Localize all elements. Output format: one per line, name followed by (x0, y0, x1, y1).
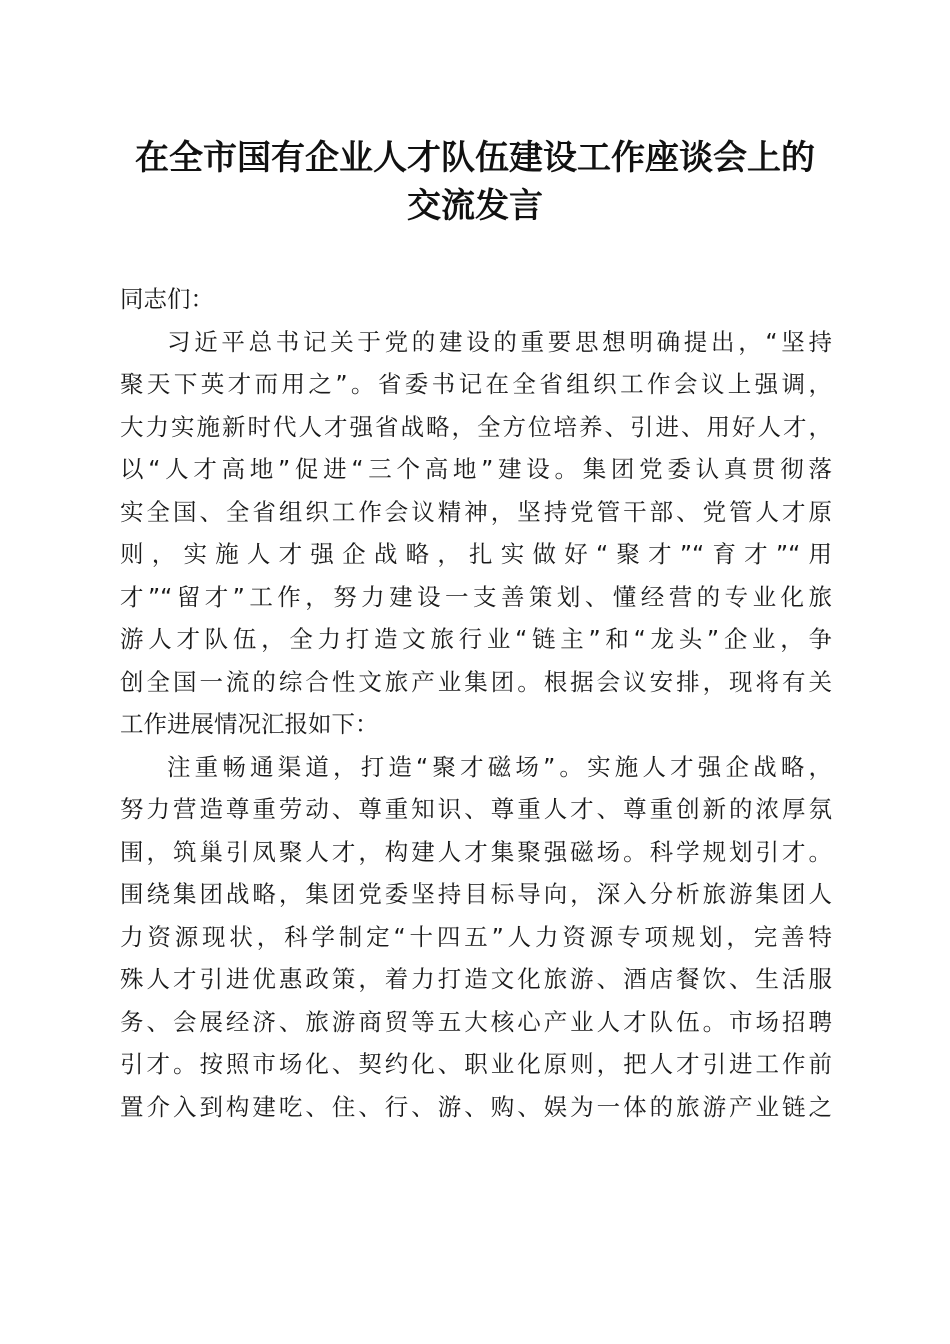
paragraph-line: 以“人才高地”促进“三个高地”建设。集团党委认真贯彻落 (120, 455, 832, 483)
paragraph-line: 才”“留才”工作，努力建设一支善策划、懂经营的专业化旅 (120, 582, 832, 611)
paragraph-line: 大力实施新时代人才强省战略，全方位培养、引进、用好人才， (120, 412, 832, 441)
paragraph-line: 习近平总书记关于党的建设的重要思想明确提出，“坚持 (167, 327, 832, 356)
paragraph-line: 务、会展经济、旅游商贸等五大核心产业人才队伍。市场招聘 (120, 1007, 832, 1036)
paragraph-line: 置介入到构建吃、住、行、游、购、娱为一体的旅游产业链之 (120, 1092, 832, 1121)
document-body (120, 278, 832, 1128)
paragraph-line: 围，筑巢引凤聚人才，构建人才集聚强磁场。科学规划引才。 (120, 837, 832, 866)
paragraph-line: 注重畅通渠道，打造“聚才磁场”。实施人才强企战略， (167, 752, 832, 781)
paragraph-line: 围绕集团战略，集团党委坚持目标导向，深入分析旅游集团人 (120, 880, 832, 908)
document-title (70, 134, 880, 230)
title-line-1: 在全市国有企业人才队伍建设工作座谈会上的 (135, 138, 815, 178)
paragraph-line: 力资源现状，科学制定“十四五”人力资源专项规划，完善特 (120, 922, 832, 951)
paragraph-2 (120, 746, 832, 1129)
paragraph-line: 工作进展情况汇报如下： (120, 710, 379, 738)
paragraph-line: 殊人才引进优惠政策，着力打造文化旅游、酒店餐饮、生活服 (120, 965, 832, 993)
paragraph-line: 引才。按照市场化、契约化、职业化原则，把人才引进工作前 (120, 1050, 832, 1078)
paragraph-line: 则，实施人才强企战略，扎实做好“聚才”“育才”“用 (120, 540, 832, 568)
paragraph-line: 聚天下英才而用之”。省委书记在全省组织工作会议上强调， (120, 370, 832, 398)
paragraph-line: 实全国、全省组织工作会议精神，坚持党管干部、党管人才原 (120, 497, 832, 526)
salutation: 同志们： (120, 285, 214, 313)
paragraph-line: 努力营造尊重劳动、尊重知识、尊重人才、尊重创新的浓厚氛 (120, 795, 832, 823)
paragraph-line: 游人才队伍，全力打造文旅行业“链主”和“龙头”企业，争 (120, 625, 832, 653)
title-line-2: 交流发言 (407, 186, 543, 226)
paragraph-line: 创全国一流的综合性文旅产业集团。根据会议安排，现将有关 (120, 667, 832, 696)
paragraph-1 (120, 321, 832, 746)
